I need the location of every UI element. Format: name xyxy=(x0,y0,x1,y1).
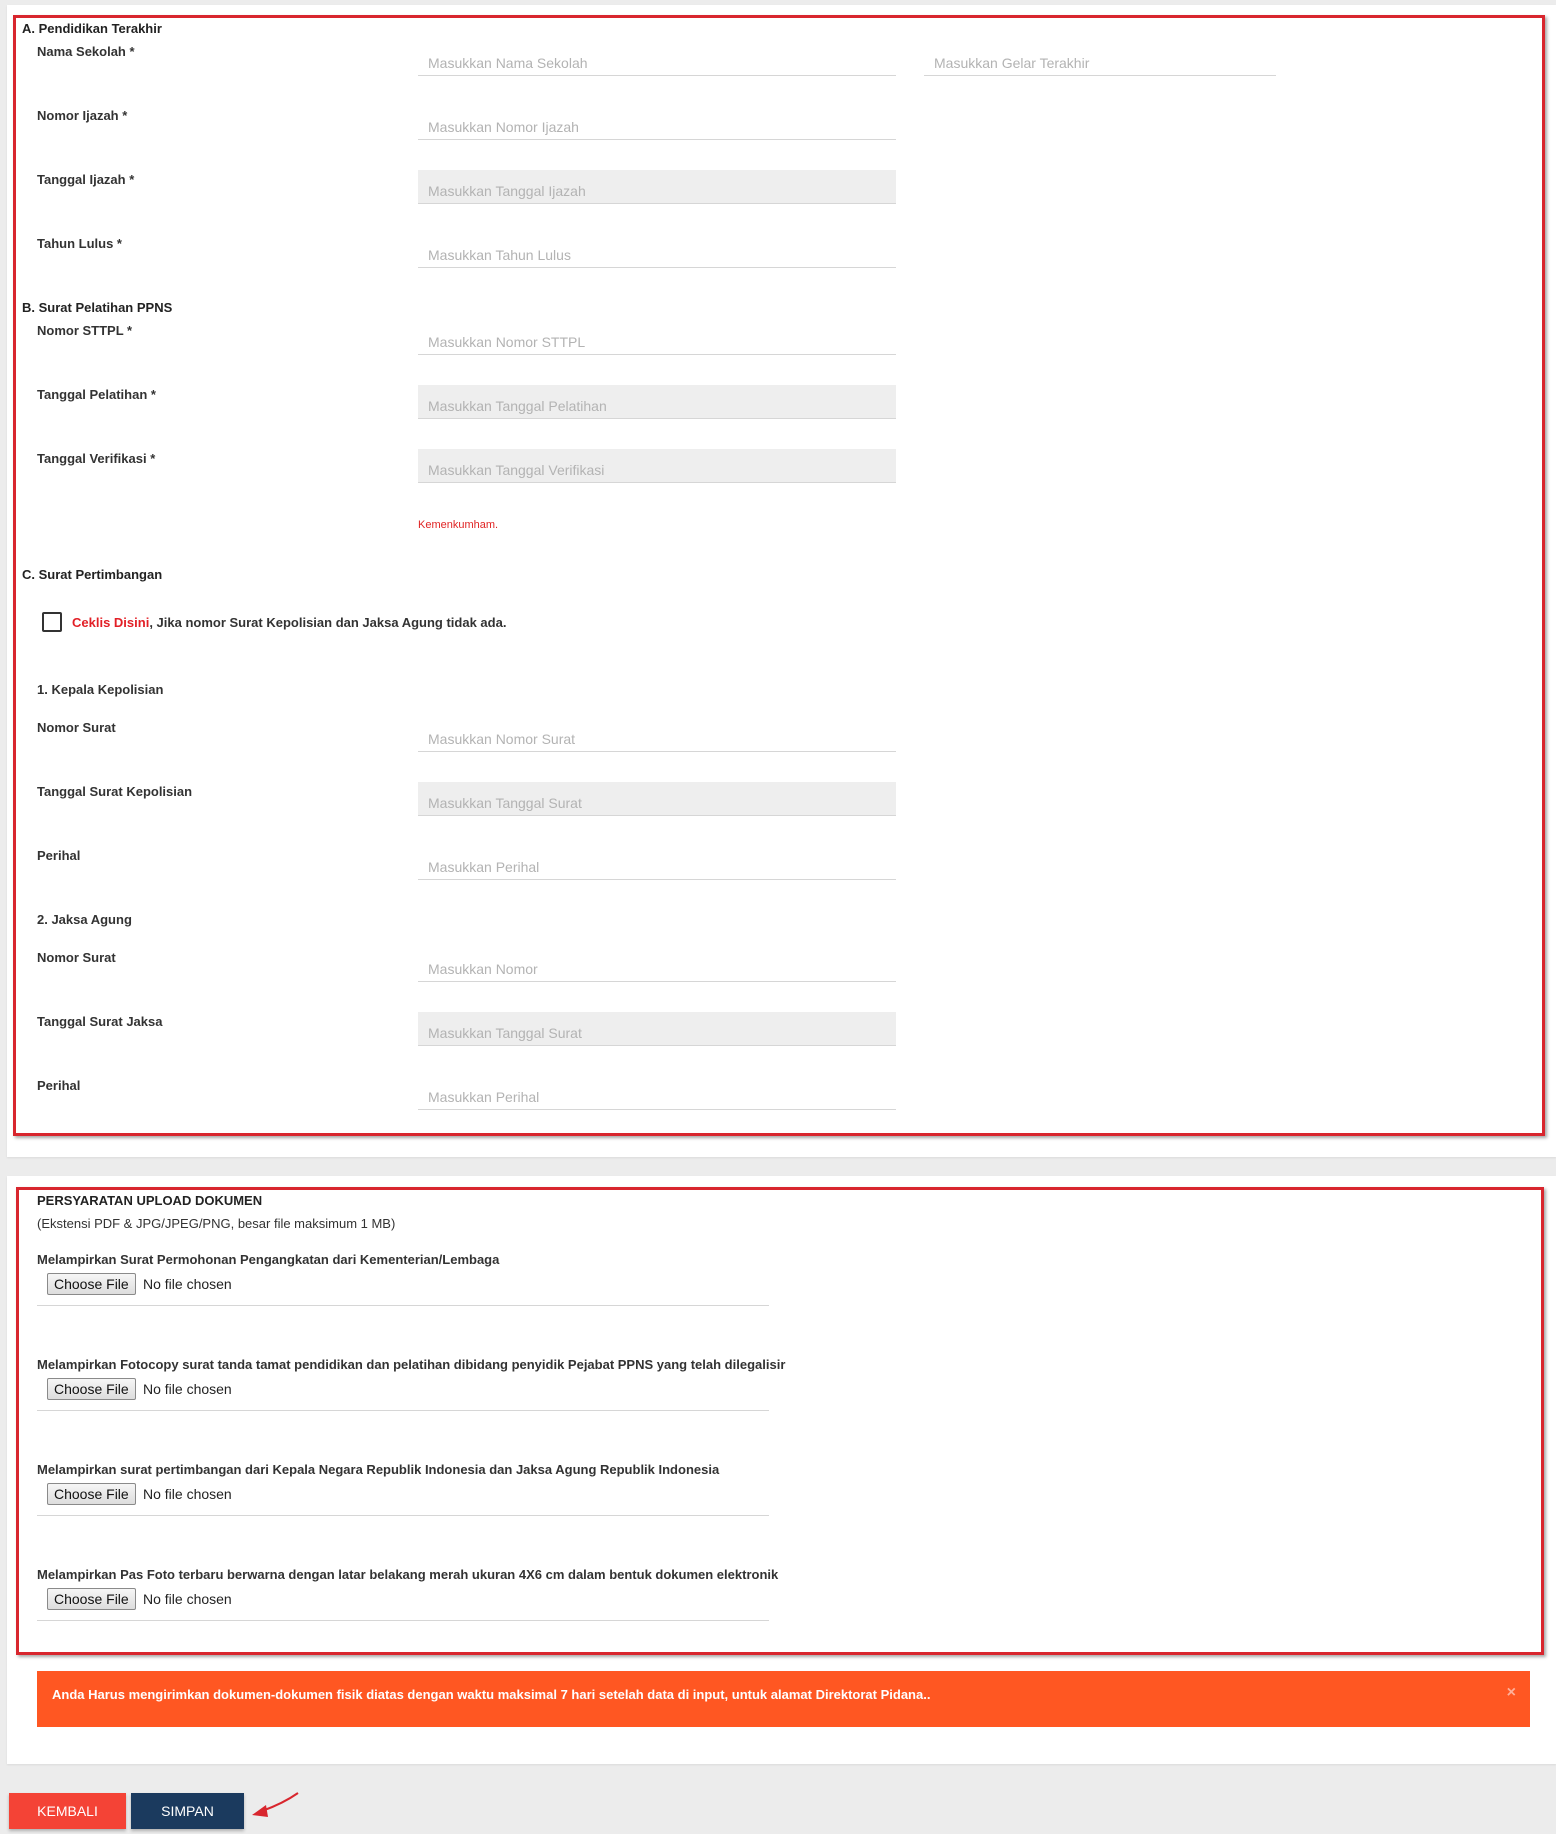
nomor-sttpl-input[interactable] xyxy=(418,321,896,355)
kepolisian-tanggal-label: Tanggal Surat Kepolisian xyxy=(37,784,193,799)
choose-file-button[interactable]: Choose File xyxy=(47,1588,136,1610)
section-a-title: A. Pendidikan Terakhir xyxy=(22,21,162,36)
no-file-text: No file chosen xyxy=(143,1486,232,1502)
choose-file-button[interactable]: Choose File xyxy=(47,1378,136,1400)
nomor-ijazah-label: Nomor Ijazah * xyxy=(37,108,128,123)
upload-label-pas-foto: Melampirkan Pas Foto terbaru berwarna dengan latar belakang merah ukuran 4X6 cm dalam bentuk dokumen elektronik xyxy=(37,1567,779,1582)
choose-file-button[interactable]: Choose File xyxy=(47,1483,136,1505)
no-file-text: No file chosen xyxy=(143,1591,232,1607)
save-button[interactable]: SIMPAN xyxy=(131,1793,244,1829)
upload-divider xyxy=(37,1410,769,1411)
jaksa-subtitle: 2. Jaksa Agung xyxy=(37,912,132,927)
tanggal-ijazah-label: Tanggal Ijazah * xyxy=(37,172,135,187)
tanggal-ijazah-input[interactable] xyxy=(418,170,896,204)
upload-label-fotocopy: Melampirkan Fotocopy surat tanda tamat pendidikan dan pelatihan dibidang penyidik Pejabat PPNS yang telah dilegalisir xyxy=(37,1357,786,1372)
upload-title: PERSYARATAN UPLOAD DOKUMEN xyxy=(37,1193,263,1208)
no-file-text: No file chosen xyxy=(143,1381,232,1397)
kepolisian-tanggal-input[interactable] xyxy=(418,782,896,816)
jaksa-nomor-label: Nomor Surat xyxy=(37,950,116,965)
jaksa-perihal-label: Perihal xyxy=(37,1078,81,1093)
kepolisian-subtitle: 1. Kepala Kepolisian xyxy=(37,682,164,697)
kepolisian-perihal-input[interactable] xyxy=(418,846,896,880)
tahun-lulus-input[interactable] xyxy=(418,234,896,268)
nama-sekolah-label: Nama Sekolah * xyxy=(37,44,135,59)
choose-file-button[interactable]: Choose File xyxy=(47,1273,136,1295)
jaksa-tanggal-input[interactable] xyxy=(418,1012,896,1046)
upload-subtitle: (Ekstensi PDF & JPG/JPEG/PNG, besar file maksimum 1 MB) xyxy=(37,1216,396,1231)
verification-note: Kemenkumham. xyxy=(418,519,499,531)
jaksa-perihal-input[interactable] xyxy=(418,1076,896,1110)
back-button[interactable]: KEMBALI xyxy=(9,1793,126,1829)
tanggal-pelatihan-label: Tanggal Pelatihan * xyxy=(37,387,156,402)
tahun-lulus-label: Tahun Lulus * xyxy=(37,236,122,251)
jaksa-nomor-input[interactable] xyxy=(418,948,896,982)
kepolisian-perihal-label: Perihal xyxy=(37,848,81,863)
close-icon[interactable]: × xyxy=(1506,1684,1516,1701)
kepolisian-nomor-label: Nomor Surat xyxy=(37,720,116,735)
checkbox-text: , Jika nomor Surat Kepolisian dan Jaksa Agung tidak ada. xyxy=(149,615,507,630)
alert-text: Anda Harus mengirimkan dokumen-dokumen fisik diatas dengan waktu maksimal 7 hari setelah data di input, untuk alamat Direktorat Pidana.. xyxy=(52,1687,931,1702)
upload-label-permohonan: Melampirkan Surat Permohonan Pengangkatan dari Kementerian/Lembaga xyxy=(37,1252,500,1267)
gelar-terakhir-input[interactable] xyxy=(924,42,1276,76)
nomor-ijazah-input[interactable] xyxy=(418,106,896,140)
no-file-text: No file chosen xyxy=(143,1276,232,1292)
checkbox-link-text[interactable]: Ceklis Disini xyxy=(72,615,150,630)
arrow-pointer-icon xyxy=(250,1790,302,1824)
checkbox-label xyxy=(72,615,506,630)
kepolisian-nomor-input[interactable] xyxy=(418,718,896,752)
section-b-title: B. Surat Pelatihan PPNS xyxy=(22,300,173,315)
tanggal-verifikasi-input[interactable] xyxy=(418,449,896,483)
section-c-title: C. Surat Pertimbangan xyxy=(22,567,163,582)
tanggal-verifikasi-label: Tanggal Verifikasi * xyxy=(37,451,156,466)
upload-divider xyxy=(37,1305,769,1306)
upload-label-pertimbangan: Melampirkan surat pertimbangan dari Kepala Negara Republik Indonesia dan Jaksa Agung Republik Indonesia xyxy=(37,1462,720,1477)
upload-divider xyxy=(37,1515,769,1516)
no-letter-checkbox[interactable] xyxy=(42,612,62,632)
warning-alert xyxy=(37,1671,1530,1727)
upload-divider xyxy=(37,1620,769,1621)
jaksa-tanggal-label: Tanggal Surat Jaksa xyxy=(37,1014,163,1029)
verification-note-clip xyxy=(418,516,896,531)
tanggal-pelatihan-input[interactable] xyxy=(418,385,896,419)
nomor-sttpl-label: Nomor STTPL * xyxy=(37,323,133,338)
nama-sekolah-input[interactable] xyxy=(418,42,896,76)
